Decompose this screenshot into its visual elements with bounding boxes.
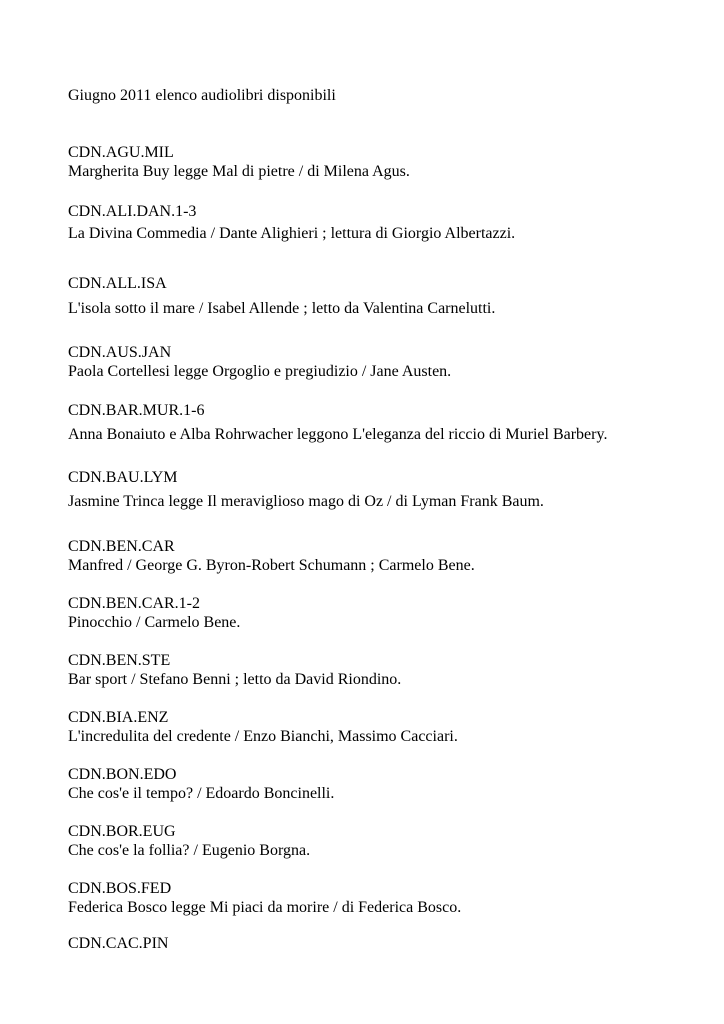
entry-title: Manfred / George G. Byron-Robert Schumann ; Carmelo Bene. — [68, 557, 475, 574]
entry-title: Pinocchio / Carmelo Bene. — [68, 614, 241, 631]
entry-title: Paola Cortellesi legge Orgoglio e pregiudizio / Jane Austen. — [68, 363, 452, 380]
entry-code: CDN.BOS.FED — [68, 880, 172, 897]
entry-title: Che cos'e la follia? / Eugenio Borgna. — [68, 842, 311, 859]
entry-title: L'isola sotto il mare / Isabel Allende ; letto da Valentina Carnelutti. — [68, 300, 496, 317]
entry-code: CDN.BEN.CAR.1-2 — [68, 595, 201, 612]
entry-title: La Divina Commedia / Dante Alighieri ; lettura di Giorgio Albertazzi. — [68, 225, 516, 242]
entry-code: CDN.AUS.JAN — [68, 344, 172, 361]
entry-code: CDN.ALI.DAN.1-3 — [68, 203, 197, 220]
entry-code: CDN.BEN.STE — [68, 652, 171, 669]
entry-title: Anna Bonaiuto e Alba Rohrwacher leggono L'eleganza del riccio di Muriel Barbery. — [68, 426, 608, 443]
entry-title: Jasmine Trinca legge Il meraviglioso mago di Oz / di Lyman Frank Baum. — [68, 493, 544, 510]
entry-code: CDN.AGU.MIL — [68, 144, 174, 161]
entry-title: L'incredulita del credente / Enzo Bianchi, Massimo Cacciari. — [68, 728, 458, 745]
entry-code: CDN.BIA.ENZ — [68, 709, 169, 726]
entry-code: CDN.CAC.PIN — [68, 935, 169, 952]
entry-title: Margherita Buy legge Mal di pietre / di Milena Agus. — [68, 163, 410, 180]
entry-code: CDN.BON.EDO — [68, 766, 177, 783]
entry-title: Che cos'e il tempo? / Edoardo Boncinelli. — [68, 785, 335, 802]
entry-code: CDN.ALL.ISA — [68, 275, 167, 292]
entry-code: CDN.BAR.MUR.1-6 — [68, 402, 205, 419]
page-title: Giugno 2011 elenco audiolibri disponibili — [68, 87, 336, 104]
entry-code: CDN.BAU.LYM — [68, 469, 178, 486]
entry-title: Federica Bosco legge Mi piaci da morire / di Federica Bosco. — [68, 899, 462, 916]
entry-title: Bar sport / Stefano Benni ; letto da David Riondino. — [68, 671, 402, 688]
entry-code: CDN.BEN.CAR — [68, 538, 175, 555]
entry-code: CDN.BOR.EUG — [68, 823, 176, 840]
